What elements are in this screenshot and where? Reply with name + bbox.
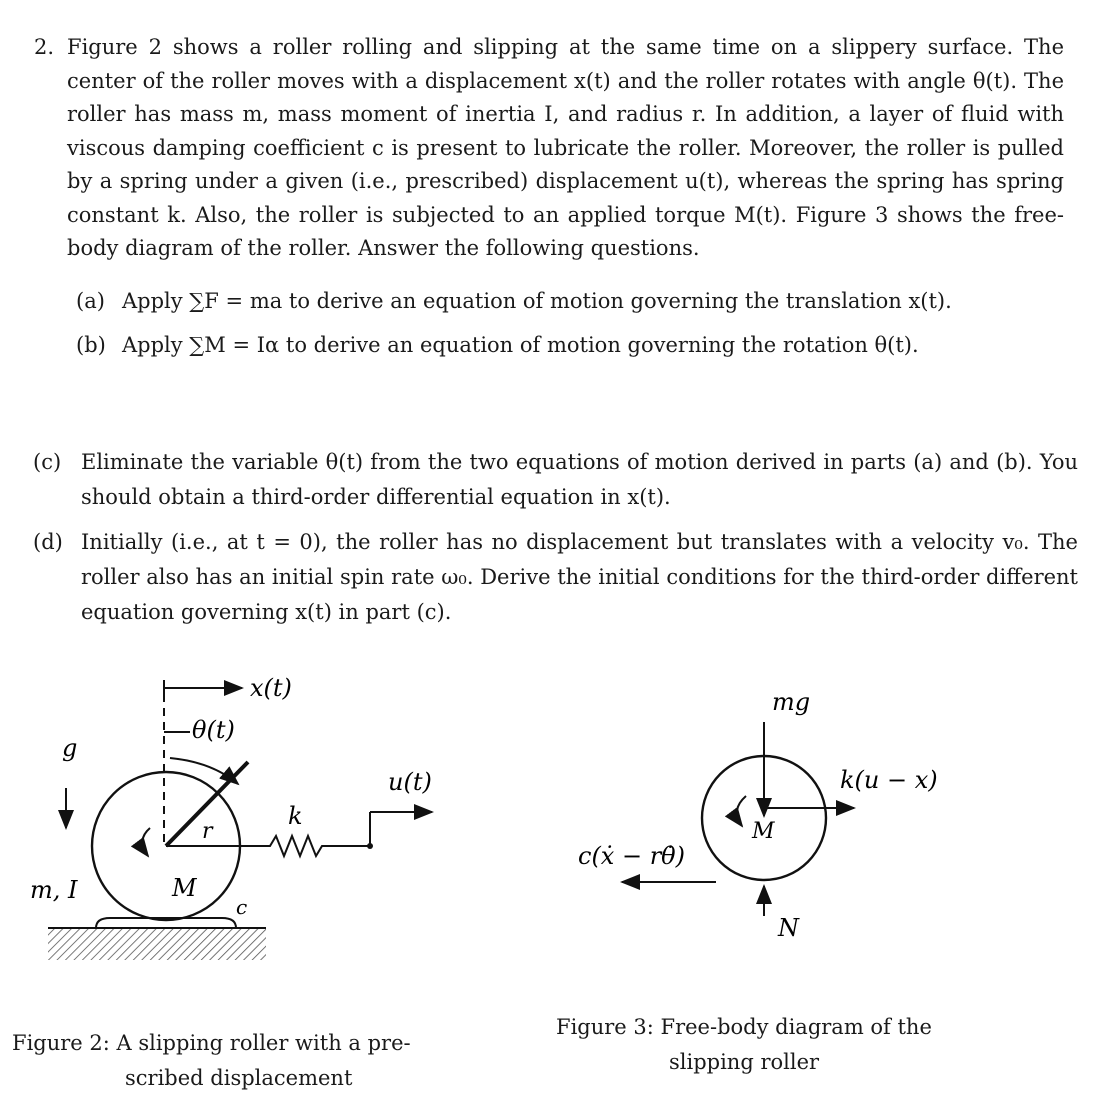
problem-intro (34, 31, 1064, 266)
figure-2-caption-line1: Figure 2: A slipping roller with a pre- (12, 1031, 411, 1055)
label-x: x(t) (250, 674, 292, 702)
label-mI: m, I (30, 876, 78, 904)
label-g: g (62, 734, 78, 762)
part-a-label: (a) (76, 289, 105, 313)
figure-3-caption-line1: Figure 3: Free-body diagram of the (556, 1015, 932, 1039)
label-N: N (778, 914, 799, 942)
figure-3-caption (556, 1010, 932, 1080)
part-a-text: Apply ∑F = ma to derive an equation of motion governing the translation x(t). (122, 289, 952, 313)
label-damping-force: c(ẋ − rθ̇) (578, 842, 685, 870)
part-d-label: (d) (33, 530, 63, 554)
spring (166, 836, 368, 856)
part-c-label: (c) (33, 450, 62, 474)
part-c-text: Eliminate the variable θ(t) from the two equations of motion derived in parts (a) and (b). You should obtain a third-order differential equation in x(t). (81, 450, 1078, 509)
figure-3-free-body-diagram (570, 660, 1104, 960)
part-c (33, 445, 1078, 515)
problem-intro-text: Figure 2 shows a roller rolling and slipping at the same time on a slippery surface. The center of the roller moves with a displacement x(t) and the roller rotates with angle θ(t). The roller has mass m, mass moment of inertia I, and radius r. In addition, a layer of fluid with viscous damping coefficient c is present to lubricate the roller. Moreover, the roller is pulled by a spring under a given (i.e., prescribed) displacement u(t), whereas the spring has spring constant k. Also, the roller is subjected to an applied torque M(t). Figure 3 shows the free-body diagram of the roller. Answer the following questions. (67, 35, 1064, 260)
figure-3-caption-line2: slipping roller (669, 1050, 820, 1074)
label-fbd-M: M (752, 819, 775, 844)
part-b-label: (b) (76, 333, 106, 357)
part-d (33, 525, 1078, 630)
problem-number: 2. (34, 35, 55, 59)
label-u: u(t) (388, 768, 432, 796)
label-r: r (202, 819, 213, 844)
fbd-torque-arrow (737, 796, 746, 826)
label-k: k (288, 802, 303, 830)
label-mg: mg (772, 688, 811, 716)
ground-hatch (48, 928, 266, 960)
torque-arrow (142, 828, 150, 856)
label-theta: θ(t) (192, 716, 235, 744)
part-a (76, 285, 1066, 318)
label-spring-force: k(u − x) (840, 766, 938, 794)
part-d-text: Initially (i.e., at t = 0), the roller has no displacement but translates with a velocity v₀. The roller also has an initial spin rate ω₀. Derive the initial conditions for the third-order different equation governing x(t) in part (c). (81, 530, 1078, 624)
figure-2-diagram (0, 660, 560, 980)
figure-2-caption (12, 1026, 411, 1096)
part-b (76, 329, 1066, 362)
figure-2-caption-line2: scribed displacement (125, 1066, 353, 1090)
label-M: M (172, 874, 197, 902)
part-b-text: Apply ∑M = Iα to derive an equation of motion governing the rotation θ(t). (122, 333, 919, 357)
label-c: c (236, 895, 248, 919)
